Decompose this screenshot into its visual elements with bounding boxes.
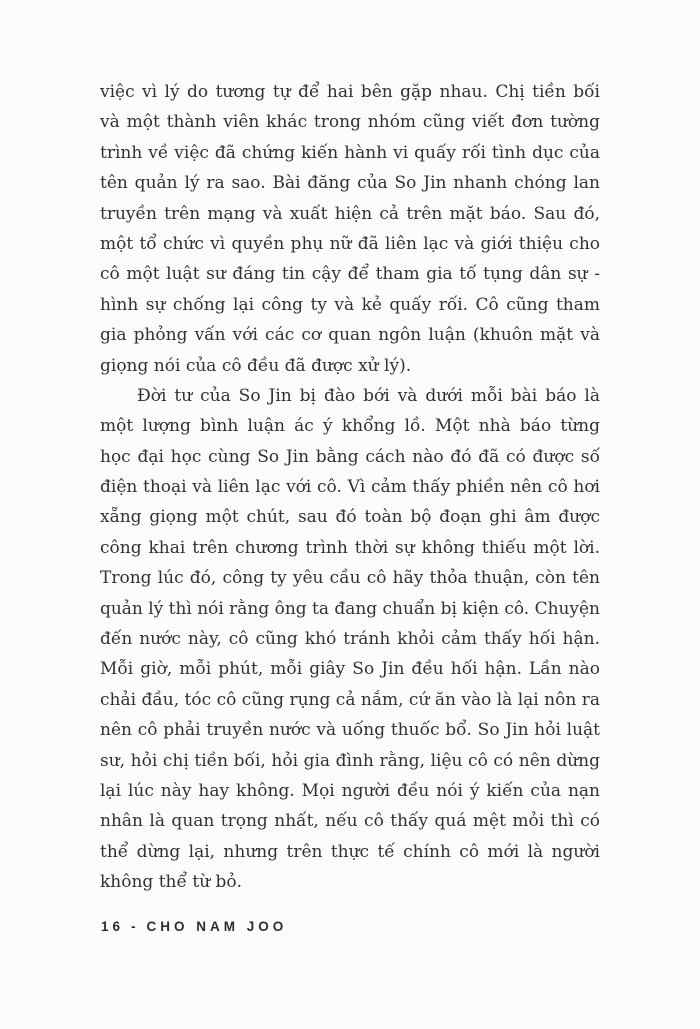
text-line — [100, 806, 600, 836]
footer-separator: - — [131, 919, 140, 934]
text-line-content: không thể từ bỏ. — [100, 872, 243, 893]
text-line-content: đến nước này, cô cũng khó tránh khỏi cảm thấy hối hận. — [100, 629, 600, 650]
text-line — [100, 867, 600, 897]
text-line — [100, 624, 600, 654]
text-line — [100, 199, 600, 229]
text-line — [100, 411, 600, 441]
text-line-content: chải đầu, tóc cô cũng rụng cả nắm, cứ ăn vào là lại nôn ra — [100, 689, 600, 710]
text-line — [100, 563, 600, 593]
text-line-content: một tổ chức vì quyền phụ nữ đã liên lạc và giới thiệu cho — [100, 233, 600, 254]
text-line-content: và một thành viên khác trong nhóm cũng viết đơn tường — [100, 112, 600, 133]
text-line-content: điện thoại và liên lạc với cô. Vì cảm thấy phiền nên cô hơi — [100, 477, 600, 498]
text-line — [100, 290, 600, 320]
text-line-content: hình sự chống lại công ty và kẻ quấy rối. Cô cũng tham — [100, 294, 600, 315]
text-line — [100, 259, 600, 289]
text-line-content: nhân là quan trọng nhất, nếu cô thấy quá mệt mỏi thì có — [100, 811, 600, 832]
text-line-content: việc vì lý do tương tự để hai bên gặp nhau. Chị tiền bối — [100, 82, 600, 102]
text-line — [100, 533, 600, 563]
text-line-content: học đại học cùng So Jin bằng cách nào đó đã có được số — [100, 446, 600, 467]
text-line — [100, 685, 600, 715]
paragraph — [100, 381, 600, 898]
text-line-content: xẵng giọng một chút, sau đó toàn bộ đoạn ghi âm được — [100, 507, 600, 528]
text-line-content: tên quản lý ra sao. Bài đăng của So Jin nhanh chóng lan — [100, 173, 600, 194]
text-line — [100, 168, 600, 198]
text-line-content: thể dừng lại, nhưng trên thực tế chính cô mới là người — [100, 841, 600, 862]
text-line — [100, 502, 600, 532]
text-line — [100, 776, 600, 806]
text-line — [100, 320, 600, 350]
text-line-content: một lượng bình luận ác ý khổng lồ. Một nhà báo từng — [100, 416, 600, 437]
body-text — [100, 77, 600, 898]
text-line-content: lại lúc này hay không. Mọi người đều nói ý kiến của nạn — [100, 780, 600, 801]
text-line — [100, 351, 600, 381]
text-line-content: Trong lúc đó, công ty yêu cầu cô hãy thỏa thuận, còn tên — [100, 568, 600, 589]
text-line-content: Mỗi giờ, mỗi phút, mỗi giây So Jin đều hối hận. Lần nào — [100, 659, 600, 680]
text-line-content: truyền trên mạng và xuất hiện cả trên mặt báo. Sau đó, — [100, 203, 600, 224]
text-line — [100, 594, 600, 624]
text-line-content: quản lý thì nói rằng ông ta đang chuẩn bị kiện cô. Chuyện — [100, 598, 600, 619]
text-line-content: gia phỏng vấn với các cơ quan ngôn luận (khuôn mặt và — [100, 325, 600, 346]
text-line-content: sư, hỏi chị tiền bối, hỏi gia đình rằng, liệu cô có nên dừng — [100, 750, 600, 771]
text-line-content: công khai trên chương trình thời sự không thiếu một lời. — [100, 537, 600, 558]
text-line — [100, 837, 600, 867]
text-line — [100, 746, 600, 776]
text-line — [100, 442, 600, 472]
text-line — [100, 472, 600, 502]
author-name: CHO NAM JOO — [146, 919, 288, 934]
page-footer — [101, 919, 287, 934]
text-line-content: Đời tư của So Jin bị đào bới và dưới mỗi bài báo là — [137, 385, 600, 406]
text-line — [100, 715, 600, 745]
text-line-content: cô một luật sư đáng tin cậy để tham gia tố tụng dân sự - — [100, 264, 600, 285]
text-line — [100, 77, 600, 107]
text-line — [100, 654, 600, 684]
text-line — [100, 138, 600, 168]
text-line-content: trình về việc đã chứng kiến hành vi quấy rối tình dục của — [100, 142, 600, 163]
text-line — [100, 229, 600, 259]
text-line — [100, 107, 600, 137]
page-number: 16 — [101, 919, 125, 934]
text-line-content: giọng nói của cô đều đã được xử lý). — [100, 355, 412, 376]
text-line-content: nên cô phải truyền nước và uống thuốc bổ. So Jin hỏi luật — [100, 720, 600, 741]
text-line — [100, 381, 600, 411]
paragraph — [100, 77, 600, 381]
